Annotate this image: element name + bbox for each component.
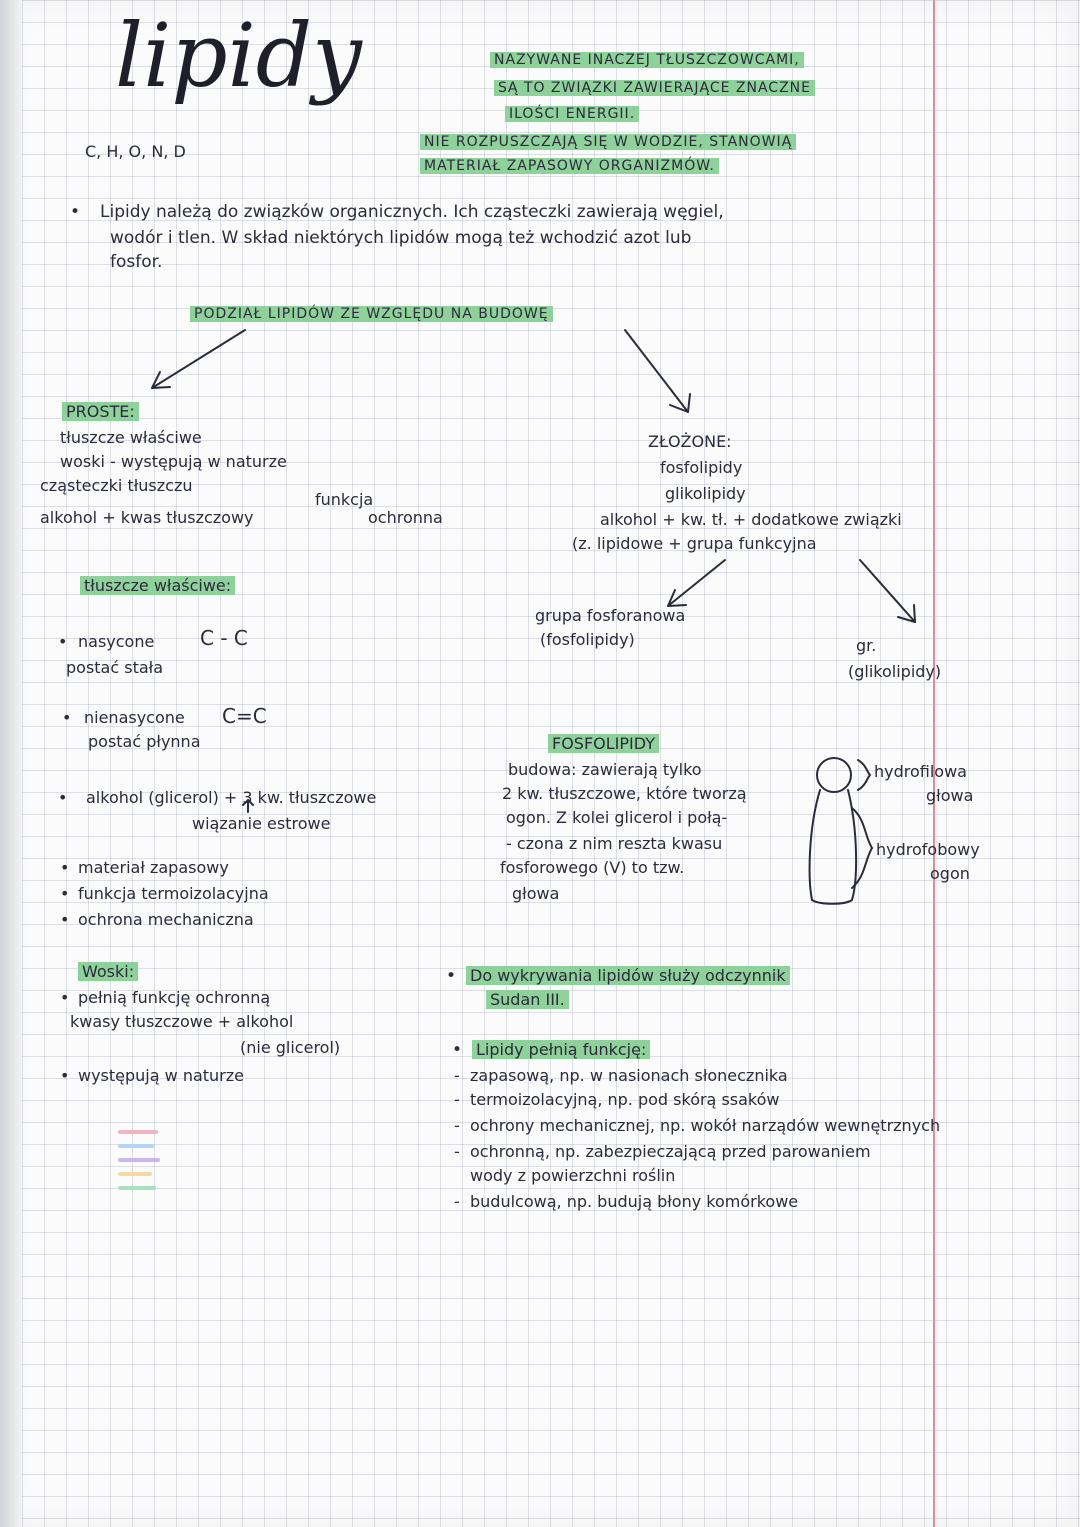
- bullet: •: [60, 910, 70, 929]
- waxes-line: kwasy tłuszczowe + alkohol: [70, 1012, 294, 1031]
- complex-line: alkohol + kw. tł. + dodatkowe związki: [600, 510, 902, 529]
- fats-saturated: nasycone: [78, 632, 155, 651]
- tail-label-2: ogon: [930, 864, 970, 883]
- composition-line: wodór i tlen. W skład niektórych lipidów mogą też wchodzić azot lub: [110, 228, 692, 248]
- bullet: •: [62, 708, 72, 727]
- functions-heading: Lipidy pełnią funkcję:: [472, 1040, 650, 1060]
- phospholipid-tail: [810, 790, 856, 904]
- function-item: budulcową, np. budują błony komórkowe: [470, 1192, 799, 1211]
- phospholipids-line: - czona z nim reszta kwasu: [506, 834, 723, 853]
- simple-func: funkcja: [315, 490, 374, 509]
- waxes-line: pełnią funkcję ochronną: [78, 988, 271, 1007]
- complex-line: (z. lipidowe + grupa funkcyjna: [572, 534, 817, 553]
- simple-label: PROSTE:: [62, 402, 139, 422]
- complex-line: glikolipidy: [665, 484, 746, 503]
- waxes-line: występują w naturze: [78, 1066, 244, 1085]
- arrow-to-complex: [625, 330, 688, 412]
- sudan-line: Do wykrywania lipidów służy odczynnik: [466, 966, 790, 986]
- bullet: •: [60, 1066, 70, 1085]
- dash: -: [454, 1142, 460, 1161]
- phospholipids-line: fosforowego (V) to tzw.: [500, 858, 685, 877]
- dash: -: [454, 1192, 460, 1211]
- fats-ester-bond: wiązanie estrowe: [192, 814, 331, 833]
- phospholipid-head: [817, 758, 851, 792]
- function-item: termoizolacyjną, np. pod skórą ssaków: [470, 1090, 780, 1109]
- fats-formula: alkohol (glicerol) + 3 kw. tłuszczowe: [86, 788, 377, 807]
- simple-line: tłuszcze właściwe: [60, 428, 202, 447]
- waxes-line: (nie glicerol): [240, 1038, 341, 1057]
- phospholipids-line: budowa: zawierają tylko: [508, 760, 702, 779]
- function-item-cont: wody z powierzchni roślin: [470, 1166, 676, 1185]
- fats-saturated-bond: C - C: [200, 626, 248, 650]
- intro-line: MATERIAŁ ZAPASOWY ORGANIZMÓW.: [420, 156, 719, 176]
- fats-unsaturated-state: postać płynna: [88, 732, 201, 751]
- arrow-to-phosphate: [668, 560, 725, 606]
- bullet: •: [452, 1040, 463, 1060]
- dash: -: [454, 1090, 460, 1109]
- simple-func-2: ochronna: [368, 508, 443, 527]
- fats-unsaturated: nienasycone: [84, 708, 185, 727]
- division-heading: PODZIAŁ LIPIDÓW ZE WZGLĘDU NA BUDOWĘ: [190, 304, 553, 324]
- bullet: •: [60, 988, 70, 1007]
- phospholipids-heading: FOSFOLIPIDY: [548, 734, 659, 754]
- function-item: zapasową, np. w nasionach słonecznika: [470, 1066, 788, 1085]
- bullet: •: [58, 632, 68, 651]
- arrow-to-simple: [152, 330, 245, 388]
- simple-line: woski - występują w naturze: [60, 452, 287, 471]
- phospholipids-line: ogon. Z kolei glicerol i połą-: [506, 808, 728, 827]
- sudan-line-2: Sudan III.: [486, 990, 569, 1010]
- head-label: hydrofilowa: [874, 762, 967, 781]
- simple-line: cząsteczki tłuszczu: [40, 476, 193, 495]
- composition-line: fosfor.: [110, 252, 163, 272]
- composition-line: Lipidy należą do związków organicznych. Ich cząsteczki zawierają węgiel,: [100, 202, 724, 222]
- phospholipids-line: 2 kw. tłuszczowe, które tworzą: [502, 784, 747, 803]
- complex-line: fosfolipidy: [660, 458, 743, 477]
- dash: -: [454, 1116, 460, 1135]
- bullet: •: [60, 858, 70, 877]
- arrow-to-glyco: [860, 560, 915, 622]
- waxes-heading: Woski:: [78, 962, 138, 982]
- colored-tape-marks: [118, 1120, 160, 1200]
- complex-label: ZŁOŻONE:: [648, 432, 732, 451]
- phosphate-group: grupa fosforanowa: [535, 606, 686, 625]
- glyco-group-note: (glikolipidy): [848, 662, 942, 681]
- page-title: lipidy: [115, 4, 362, 107]
- fats-function: materiał zapasowy: [78, 858, 229, 877]
- glyco-group: gr.: [856, 636, 877, 655]
- function-item: ochrony mechanicznej, np. wokół narządów wewnętrznych: [470, 1116, 941, 1135]
- element-symbols: C, H, O, N, D: [85, 142, 186, 161]
- intro-line: SĄ TO ZWIĄZKI ZAWIERAJĄCE ZNACZNE: [494, 78, 815, 98]
- phospholipids-line: głowa: [512, 884, 560, 903]
- function-item: ochronną, np. zabezpieczającą przed parowaniem: [470, 1142, 871, 1161]
- bullet: •: [446, 966, 457, 986]
- bullet: •: [70, 202, 81, 222]
- fats-function: ochrona mechaniczna: [78, 910, 254, 929]
- tail-label: hydrofobowy: [876, 840, 980, 859]
- fats-heading: tłuszcze właściwe:: [80, 576, 235, 596]
- intro-line: NIE ROZPUSZCZAJĄ SIĘ W WODZIE, STANOWIĄ: [420, 132, 796, 152]
- head-brace: [858, 760, 870, 790]
- bullet: •: [60, 884, 70, 903]
- simple-line: alkohol + kwas tłuszczowy: [40, 508, 254, 527]
- intro-line: NAZYWANE INACZEJ TŁUSZCZOWCAMI,: [490, 50, 804, 70]
- head-label-2: głowa: [926, 786, 974, 805]
- phosphate-group-note: (fosfolipidy): [540, 630, 635, 649]
- dash: -: [454, 1066, 460, 1085]
- fats-saturated-state: postać stała: [66, 658, 164, 677]
- intro-line: ILOŚCI ENERGII.: [505, 104, 639, 124]
- fats-unsaturated-bond: C=C: [222, 704, 267, 728]
- bullet: •: [58, 788, 68, 807]
- fats-function: funkcja termoizolacyjna: [78, 884, 269, 903]
